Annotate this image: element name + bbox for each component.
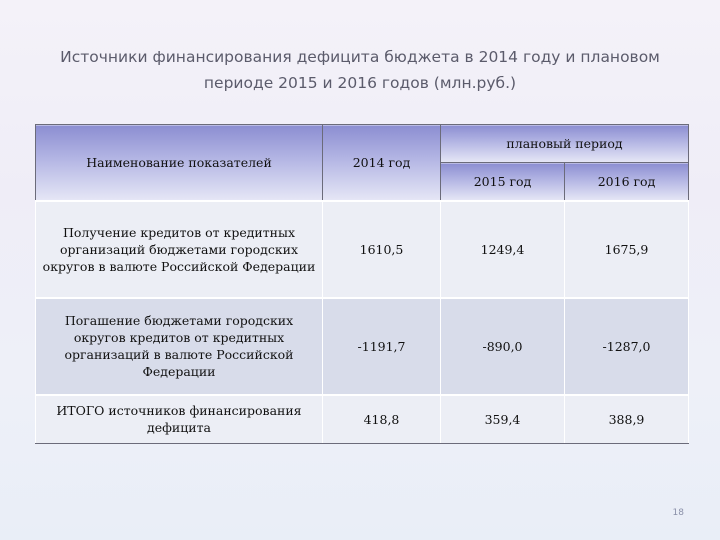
row-value-2015: 1249,4 <box>441 201 565 298</box>
slide-title-line-2: периоде 2015 и 2016 годов (млн.руб.) <box>203 74 517 92</box>
header-year-2014: 2014 год <box>323 125 441 201</box>
financing-table <box>35 124 689 444</box>
row-name: ИТОГО источников финансирования дефицита <box>36 395 323 444</box>
slide-title-line-1: Источники финансирования дефицита бюджета в 2014 году и плановом <box>60 48 660 66</box>
row-value-2014: 1610,5 <box>323 201 441 298</box>
slide-title <box>40 44 680 96</box>
page-number: 18 <box>672 508 684 518</box>
table-row-total <box>36 395 689 444</box>
row-value-2015: -890,0 <box>441 298 565 395</box>
header-year-2016: 2016 год <box>565 163 689 201</box>
header-indicator-name: Наименование показателей <box>36 125 323 201</box>
table-row <box>36 201 689 298</box>
table-header-row <box>36 125 689 163</box>
row-value-2014: -1191,7 <box>323 298 441 395</box>
row-value-2014: 418,8 <box>323 395 441 444</box>
header-planned-period: плановый период <box>441 125 689 163</box>
row-name: Погашение бюджетами городских округов кредитов от кредитных организаций в валюте Российской Федерации <box>36 298 323 395</box>
table-row <box>36 298 689 395</box>
row-name: Получение кредитов от кредитных организаций бюджетами городских округов в валюте Российской Федерации <box>36 201 323 298</box>
row-value-2016: 388,9 <box>565 395 689 444</box>
row-value-2016: 1675,9 <box>565 201 689 298</box>
row-value-2015: 359,4 <box>441 395 565 444</box>
header-year-2015: 2015 год <box>441 163 565 201</box>
row-value-2016: -1287,0 <box>565 298 689 395</box>
